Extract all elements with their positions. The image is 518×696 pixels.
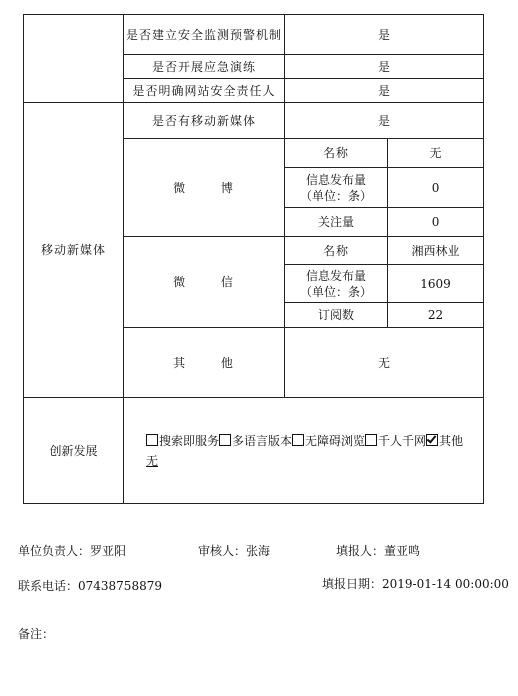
innovation-label: 创新发展 [24,398,124,504]
has-mobile-label: 是否有移动新媒体 [124,103,285,139]
posts-label-line-1: 信息发布量 [305,172,366,187]
monitor-label: 是否建立安全监测预警机制 [124,15,285,55]
unit-leader: 单位负责人：罗亚阳 [18,544,127,558]
report-date: 填报日期：2019-01-14 00:00:00 [322,577,509,591]
option-multilang[interactable] [219,434,292,448]
weixin-name-value: 湘西林业 [388,237,484,265]
monitor-value: 是 [285,15,484,55]
weixin-subs-value: 22 [388,303,484,328]
option-label: 其他 [439,433,464,448]
checkbox-checked-icon[interactable] [426,434,438,446]
weixin-name-label: 名称 [285,237,388,265]
weixin-subs-label: 订阅数 [285,303,388,328]
empty-category-cell [24,15,124,103]
has-mobile-value: 是 [285,103,484,139]
checkbox-icon[interactable] [219,434,231,446]
posts-label-line-2: （单位：条） [299,188,372,203]
option-search[interactable] [146,434,219,448]
drill-value: 是 [285,55,484,79]
option-label: 无障碍浏览 [305,433,366,448]
report-table [23,14,484,504]
weibo-name-value: 无 [388,139,484,168]
mobile-section-label: 移动新媒体 [24,103,124,398]
reviewer: 审核人：张海 [198,544,271,558]
checkbox-icon[interactable] [292,434,304,446]
drill-label: 是否开展应急演练 [124,55,285,79]
weibo-posts-label [285,168,388,208]
weixin-posts-value: 1609 [388,265,484,303]
weibo-follow-label: 关注量 [285,208,388,237]
other-label: 其 他 [124,328,285,398]
owner-value: 是 [285,79,484,103]
weibo-name-label: 名称 [285,139,388,168]
contact-phone: 联系电话：07438758879 [18,579,162,593]
option-label: 搜索即服务 [159,433,220,448]
posts-label-line-1: 信息发布量 [305,268,366,283]
weibo-label: 微 博 [124,139,285,237]
innovation-options [124,398,484,504]
checkbox-icon[interactable] [365,434,377,446]
table-row [24,103,484,139]
option-label: 多语言版本 [232,433,293,448]
table-row [24,398,484,504]
owner-label: 是否明确网站安全责任人 [124,79,285,103]
other-value: 无 [285,328,484,398]
innovation-other-text: 无 [146,453,159,468]
weibo-follow-value: 0 [388,208,484,237]
option-label: 千人千网 [378,433,427,448]
table-row [24,15,484,55]
option-accessible[interactable] [292,434,365,448]
weixin-posts-label [285,265,388,303]
option-other[interactable] [426,434,463,448]
weibo-posts-value: 0 [388,168,484,208]
weixin-label: 微 信 [124,237,285,328]
checkbox-icon[interactable] [146,434,158,446]
option-personalized[interactable] [365,434,426,448]
filler: 填报人：董亚鸣 [336,544,421,558]
remark-label: 备注： [18,627,55,641]
posts-label-line-2: （单位：条） [299,284,372,299]
